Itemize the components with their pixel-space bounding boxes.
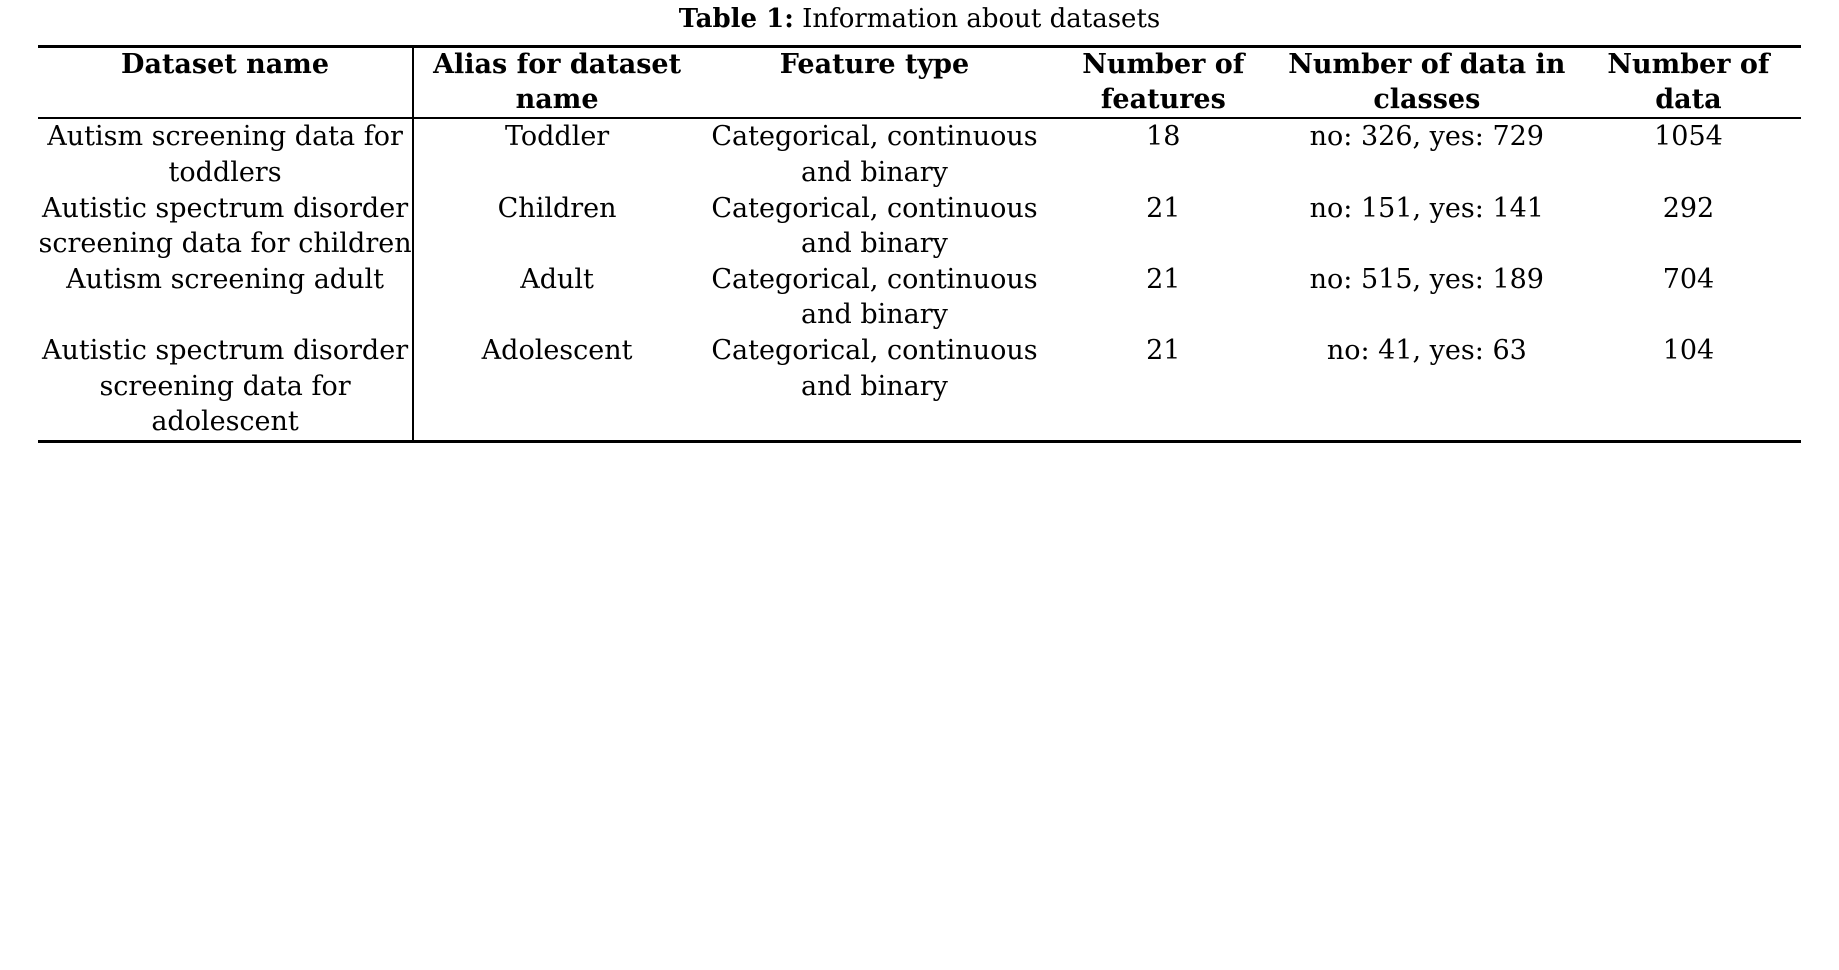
table-row — [38, 262, 1801, 333]
table-row — [38, 333, 1801, 441]
cell-number-of-data: 104 — [1662, 335, 1715, 367]
cell-feature-type: Categorical, continuous and binary — [711, 192, 1038, 260]
cell-number-of-data-in-classes: no: 515, yes: 189 — [1309, 263, 1544, 295]
cell-number-of-features: 18 — [1146, 121, 1181, 153]
column-header-alias: Alias for dataset name — [433, 49, 682, 115]
cell-number-of-features: 21 — [1146, 192, 1181, 224]
cell-number-of-data: 1054 — [1654, 121, 1723, 153]
cell-dataset-name: Autism screening adult — [38, 262, 413, 333]
column-header-number-of-data: Number of data — [1607, 49, 1770, 115]
cell-dataset-name: Autistic spectrum disorder screening data for children — [38, 191, 413, 262]
cell-alias: Toddler — [504, 121, 610, 153]
column-header-number-of-features: Number of features — [1082, 49, 1245, 115]
cell-alias: Children — [497, 192, 617, 224]
column-header-dataset-name: Dataset name — [38, 48, 413, 118]
cell-feature-type: Categorical, continuous and binary — [711, 335, 1038, 402]
table-caption-text: Information about datasets — [802, 4, 1161, 34]
cell-feature-type: Categorical, continuous and binary — [711, 263, 1038, 331]
table-caption-label: Table 1: — [678, 4, 794, 34]
cell-number-of-data: 292 — [1662, 192, 1715, 224]
table-row — [38, 191, 1801, 262]
cell-number-of-features: 21 — [1146, 263, 1181, 295]
cell-number-of-features: 21 — [1146, 335, 1181, 367]
column-header-feature-type: Feature type — [779, 49, 970, 81]
table-head — [38, 47, 1801, 120]
table-rule-bottom — [38, 441, 1801, 443]
datasets-table — [38, 45, 1801, 443]
cell-number-of-data-in-classes: no: 151, yes: 141 — [1309, 192, 1544, 224]
cell-dataset-name: Autism screening data for toddlers — [38, 119, 413, 190]
table-body — [38, 119, 1801, 443]
cell-feature-type: Categorical, continuous and binary — [711, 121, 1038, 188]
cell-alias: Adolescent — [481, 335, 633, 367]
cell-alias: Adult — [520, 263, 594, 295]
table-caption — [38, 0, 1801, 45]
cell-number-of-data-in-classes: no: 326, yes: 729 — [1309, 121, 1544, 153]
cell-number-of-data: 704 — [1662, 263, 1715, 295]
table-header-row — [38, 48, 1801, 118]
table-row — [38, 119, 1801, 190]
cell-dataset-name: Autistic spectrum disorder screening data for adolescent — [38, 333, 413, 441]
column-header-number-of-data-in-classes: Number of data in classes — [1288, 49, 1566, 115]
cell-number-of-data-in-classes: no: 41, yes: 63 — [1326, 335, 1527, 367]
